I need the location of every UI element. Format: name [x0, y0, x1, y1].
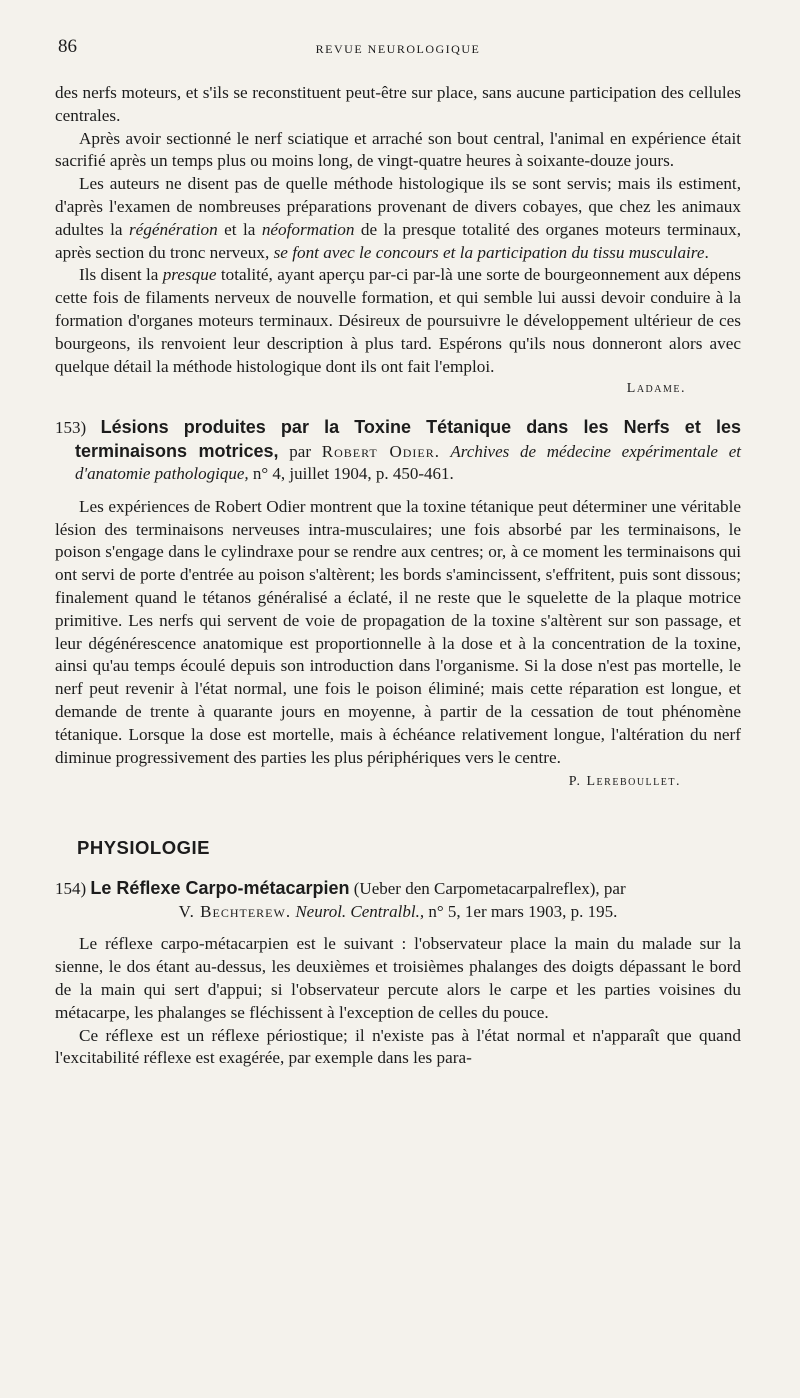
abstract-153: [55, 416, 741, 793]
abstract-title: Le Réflexe Carpo-métacarpien: [90, 878, 350, 899]
paragraph: Les auteurs ne disent pas de quelle méthode histologique ils se sont servis; mais ils estiment, d'après l'examen de nombreuses préparations provenant de divers cobayes, que chez les animaux adultes la régénération et la néoformation de la presque totalité des organes moteurs terminaux, après section du tronc nerveux, se font avec le concours et la participation du tissu musculaire.: [55, 174, 741, 262]
abstract-reference: n° 5, 1er mars 1903, p. 195.: [424, 901, 618, 921]
abstract-journal: Neurol. Centralbl.,: [291, 901, 425, 921]
author-signature: P. Lereboullet.: [568, 774, 681, 790]
abstract-journal: Archives de médecine expérimentale et d'anatomie pathologique,: [75, 441, 741, 484]
paragraph: Ils disent la presque totalité, ayant aperçu par-ci par-là une sorte de bourgeonnement aux dépens cette fois de filaments nerveux de nouvelle formation, et qui semble lui aussi devoir conduire à la formation d'organes moteurs terminaux. Désireux de poursuivre le développement ultérieur de ces bourgeons, ils renvoient leur description à plus tard. Espérons qu'ils nous donneront alors avec quelque détail la méthode histologique dont ils ont fait l'emploi.: [55, 265, 741, 376]
section-title: PHYSIOLOGIE: [77, 837, 210, 859]
abstract-citation-line: [55, 901, 741, 924]
abstract-number: 154): [55, 879, 87, 899]
abstract-heading: 153) Lésions produites par la Toxine Tétanique dans les Nerfs et les terminaisons motrices, par Robert Odier. Archives de médecine expérimentale et d'anatomie pathologique, n° 4, juillet 1904, p. 450-461.: [55, 417, 741, 484]
abstract-reference: n° 4, juillet 1904, p. 450-461.: [248, 464, 454, 484]
author-signature: Ladame.: [626, 381, 686, 397]
paragraph: des nerfs moteurs, et s'ils se reconstituent peut-être sur place, sans aucune participation des cellules centrales.: [55, 83, 741, 125]
paragraph: Après avoir sectionné le nerf sciatique et arraché son bout central, l'animal en expérience était sacrifié après un temps plus ou moins long, de vingt-quatre heures à soixante-douze jours.: [55, 128, 741, 171]
paragraph: Ce réflexe est un réflexe périostique; il n'existe pas à l'état normal et n'apparaît que quand l'excitabilité réflexe est exagérée, par exemple dans les para-: [55, 1025, 741, 1068]
abstract-author: Robert Odier.: [321, 441, 440, 461]
abstract-author: V. Bechterew.: [178, 901, 292, 921]
paragraph: Le réflexe carpo-métacarpien est le suivant : l'observateur place la main du malade sur la sienne, le dos étant au-dessus, les deuxièmes et troisièmes phalanges des doigts dépassant le bord de la main qui sert d'appui; si l'observateur percute alors le carpe et les parties voisines du métacarpe, les phalanges se fléchissent à l'exception de celles du pouce.: [55, 934, 741, 1022]
abstract-title: Lésions produites par la Toxine Tétanique dans les Nerfs et les terminaisons motrices,: [75, 417, 741, 461]
abstract-subtitle: (Ueber den Carpometacarpalreflex), par: [349, 879, 626, 899]
page-header: [55, 36, 741, 62]
page: [55, 36, 741, 1070]
running-head: REVUE NEUROLOGIQUE: [315, 42, 481, 56]
abstract-heading: [55, 877, 741, 923]
abstract-number: 153): [55, 418, 87, 438]
review-continuation: [55, 82, 741, 400]
abstract-body: Les expériences de Robert Odier montrent que la toxine tétanique peut déterminer une véritable lésion des terminaisons nerveuses intra-musculaires; une fois absorbé par les terminaisons, le poison s'engage dans le cylindraxe pour se rendre aux centres; or, à ce moment les terminaisons qui ont servi de porte d'entrée au poison s'altèrent; les bords s'amincissent, s'effritent, puis sont dissous; finalement quand le tétanos généralisé a éclaté, il ne reste que le squelette de la plaque motrice primitive. Les nerfs qui servent de voie de propagation de la toxine s'altèrent sur son passage, et leur dégénérescence anatomique est proportionnelle à la dose et à la concentration de la toxine, ainsi qu'au temps écoulé depuis son introduction dans l'organisme. Si la dose n'est pas mortelle, le nerf peut revenir à l'état normal, une fois le poison éliminé; mais cette réparation est longue, et demande de trente à quarante jours en moyenne, à partir de la cessation de tout phénomène tétanique. Lorsque la dose est mortelle, mais à échéance relativement longue, l'altération du nerf diminue progressivement des parties les plus périphériques vers le centre.: [55, 496, 741, 767]
page-number: 86: [58, 36, 77, 57]
abstract-154: [55, 877, 741, 1070]
